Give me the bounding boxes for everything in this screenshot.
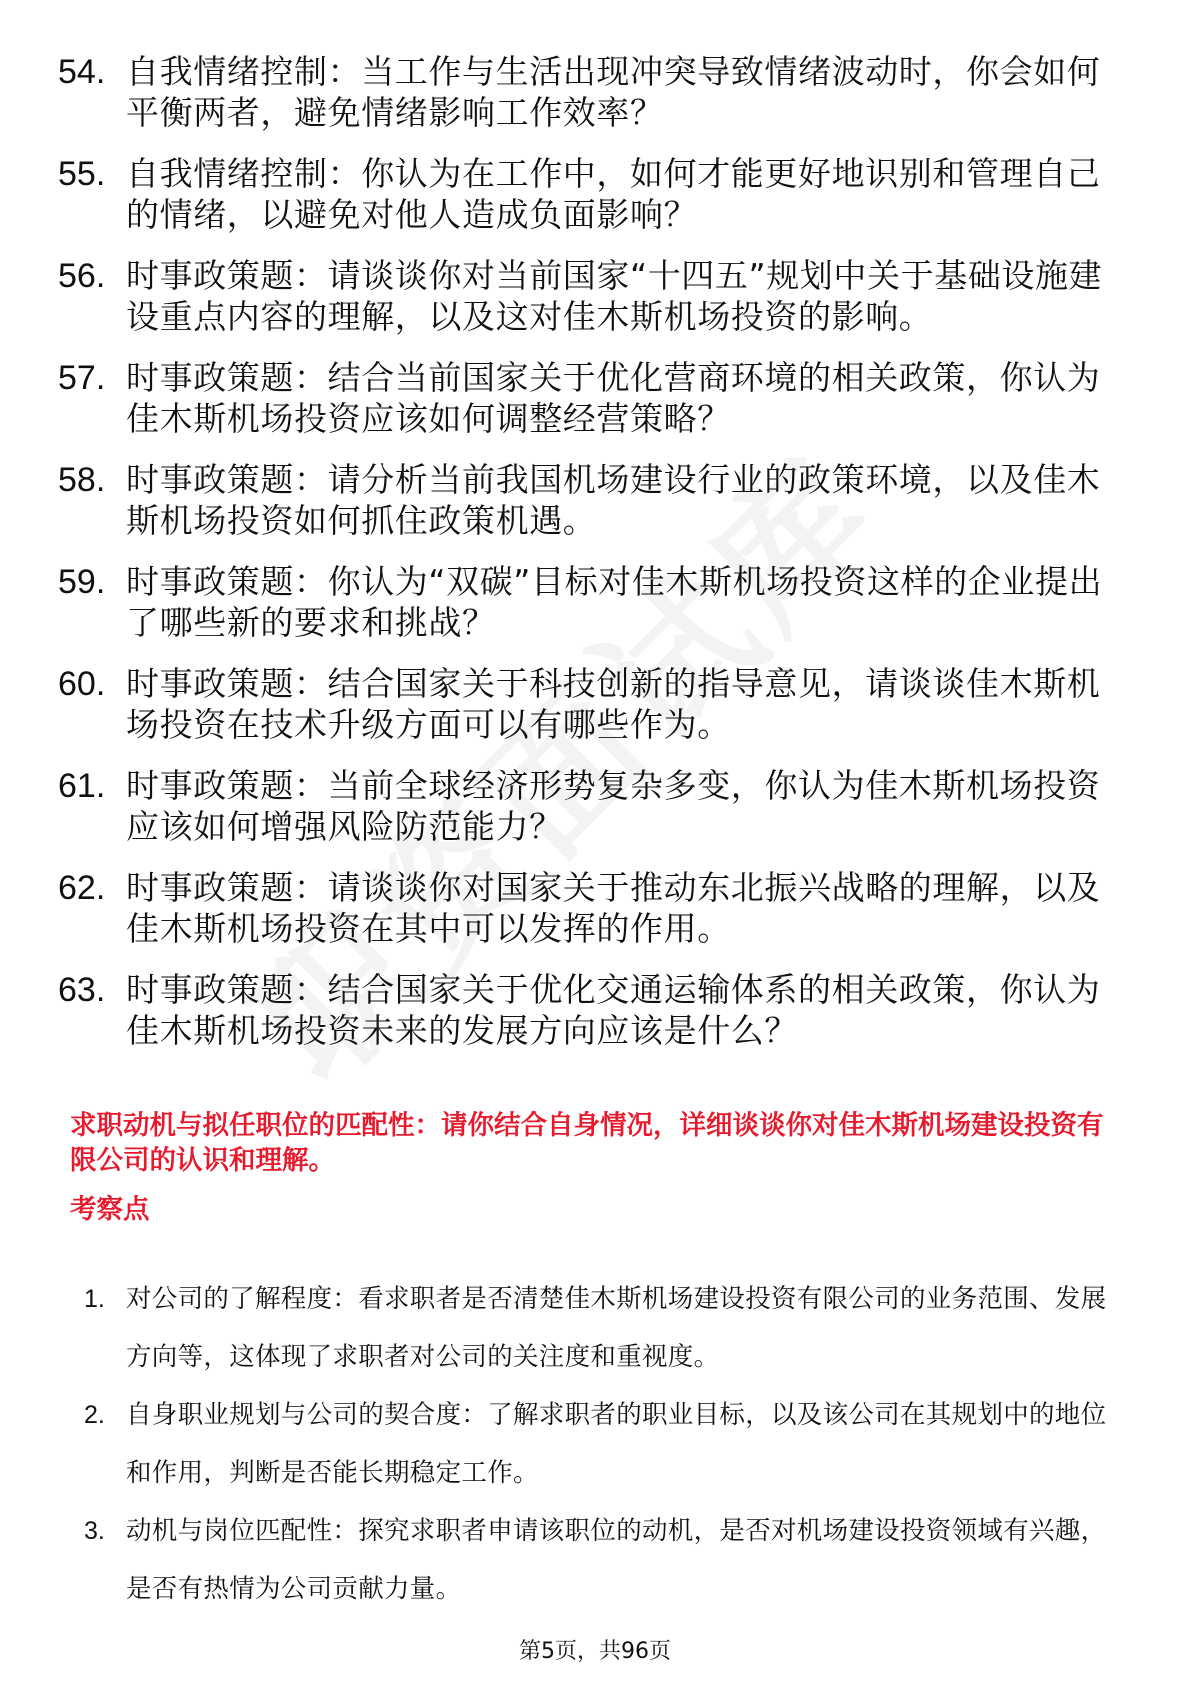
- point-text: 自身职业规划与公司的契合度：了解求职者的职业目标，以及该公司在其规划中的地位和作用，判断是否能长期稳定工作。: [126, 1400, 1107, 1488]
- question-list: [58, 52, 1120, 1072]
- section-heading: 求职动机与拟任职位的匹配性：请你结合自身情况，详细谈谈你对佳木斯机场建设投资有限公司的认识和理解。: [70, 1110, 1104, 1176]
- page-footer: 第5页，共96页: [519, 1639, 671, 1664]
- question-number: 54.: [58, 53, 106, 91]
- question-item: [58, 256, 1120, 337]
- question-text: 时事政策题：你认为“双碳”目标对佳木斯机场投资这样的企业提出了哪些新的要求和挑战？: [126, 562, 1103, 642]
- question-number: 63.: [58, 971, 106, 1009]
- question-text: 时事政策题：结合国家关于科技创新的指导意见，请谈谈佳木斯机场投资在技术升级方面可以有哪些作为。: [126, 664, 1101, 744]
- assessment-point: [84, 1386, 1120, 1502]
- question-item: [58, 868, 1120, 949]
- point-text: 对公司的了解程度：看求职者是否清楚佳木斯机场建设投资有限公司的业务范围、发展方向等，这体现了求职者对公司的关注度和重视度。: [126, 1284, 1107, 1372]
- question-text: 自我情绪控制：你认为在工作中，如何才能更好地识别和管理自己的情绪，以避免对他人造成负面影响？: [126, 154, 1101, 234]
- question-text: 时事政策题：请分析当前我国机场建设行业的政策环境，以及佳木斯机场投资如何抓住政策机遇。: [126, 460, 1101, 540]
- point-number: 2.: [84, 1401, 105, 1429]
- question-text: 时事政策题：当前全球经济形势复杂多变，你认为佳木斯机场投资应该如何增强风险防范能力？: [126, 766, 1101, 846]
- question-number: 58.: [58, 461, 106, 499]
- question-number: 60.: [58, 665, 106, 703]
- question-item: [58, 154, 1120, 235]
- question-item: [58, 664, 1120, 745]
- question-text: 自我情绪控制：当工作与生活出现冲突导致情绪波动时，你会如何平衡两者，避免情绪影响工作效率？: [126, 52, 1101, 132]
- question-item: [58, 562, 1120, 643]
- section-subheading: 考察点: [70, 1194, 150, 1225]
- point-text: 动机与岗位匹配性：探究求职者申请该职位的动机，是否对机场建设投资领域有兴趣，是否有热情为公司贡献力量。: [126, 1516, 1107, 1604]
- question-text: 时事政策题：请谈谈你对当前国家“十四五”规划中关于基础设施建设重点内容的理解，以及这对佳木斯机场投资的影响。: [126, 256, 1103, 336]
- question-item: [58, 970, 1120, 1051]
- point-number: 1.: [84, 1285, 105, 1313]
- question-item: [58, 766, 1120, 847]
- question-item: [58, 460, 1120, 541]
- question-number: 56.: [58, 257, 106, 295]
- assessment-point: [84, 1270, 1120, 1386]
- question-number: 57.: [58, 359, 106, 397]
- assessment-point: [84, 1502, 1120, 1618]
- point-number: 3.: [84, 1517, 105, 1545]
- question-number: 55.: [58, 155, 106, 193]
- assessment-point-list: [84, 1270, 1120, 1618]
- question-number: 62.: [58, 869, 106, 907]
- question-item: [58, 52, 1120, 133]
- question-number: 59.: [58, 563, 106, 601]
- question-number: 61.: [58, 767, 106, 805]
- question-text: 时事政策题：结合国家关于优化交通运输体系的相关政策，你认为佳木斯机场投资未来的发展方向应该是什么？: [126, 970, 1101, 1050]
- question-text: 时事政策题：请谈谈你对国家关于推动东北振兴战略的理解，以及佳木斯机场投资在其中可以发挥的作用。: [126, 868, 1101, 948]
- question-item: [58, 358, 1120, 439]
- question-text: 时事政策题：结合当前国家关于优化营商环境的相关政策，你认为佳木斯机场投资应该如何调整经营策略？: [126, 358, 1101, 438]
